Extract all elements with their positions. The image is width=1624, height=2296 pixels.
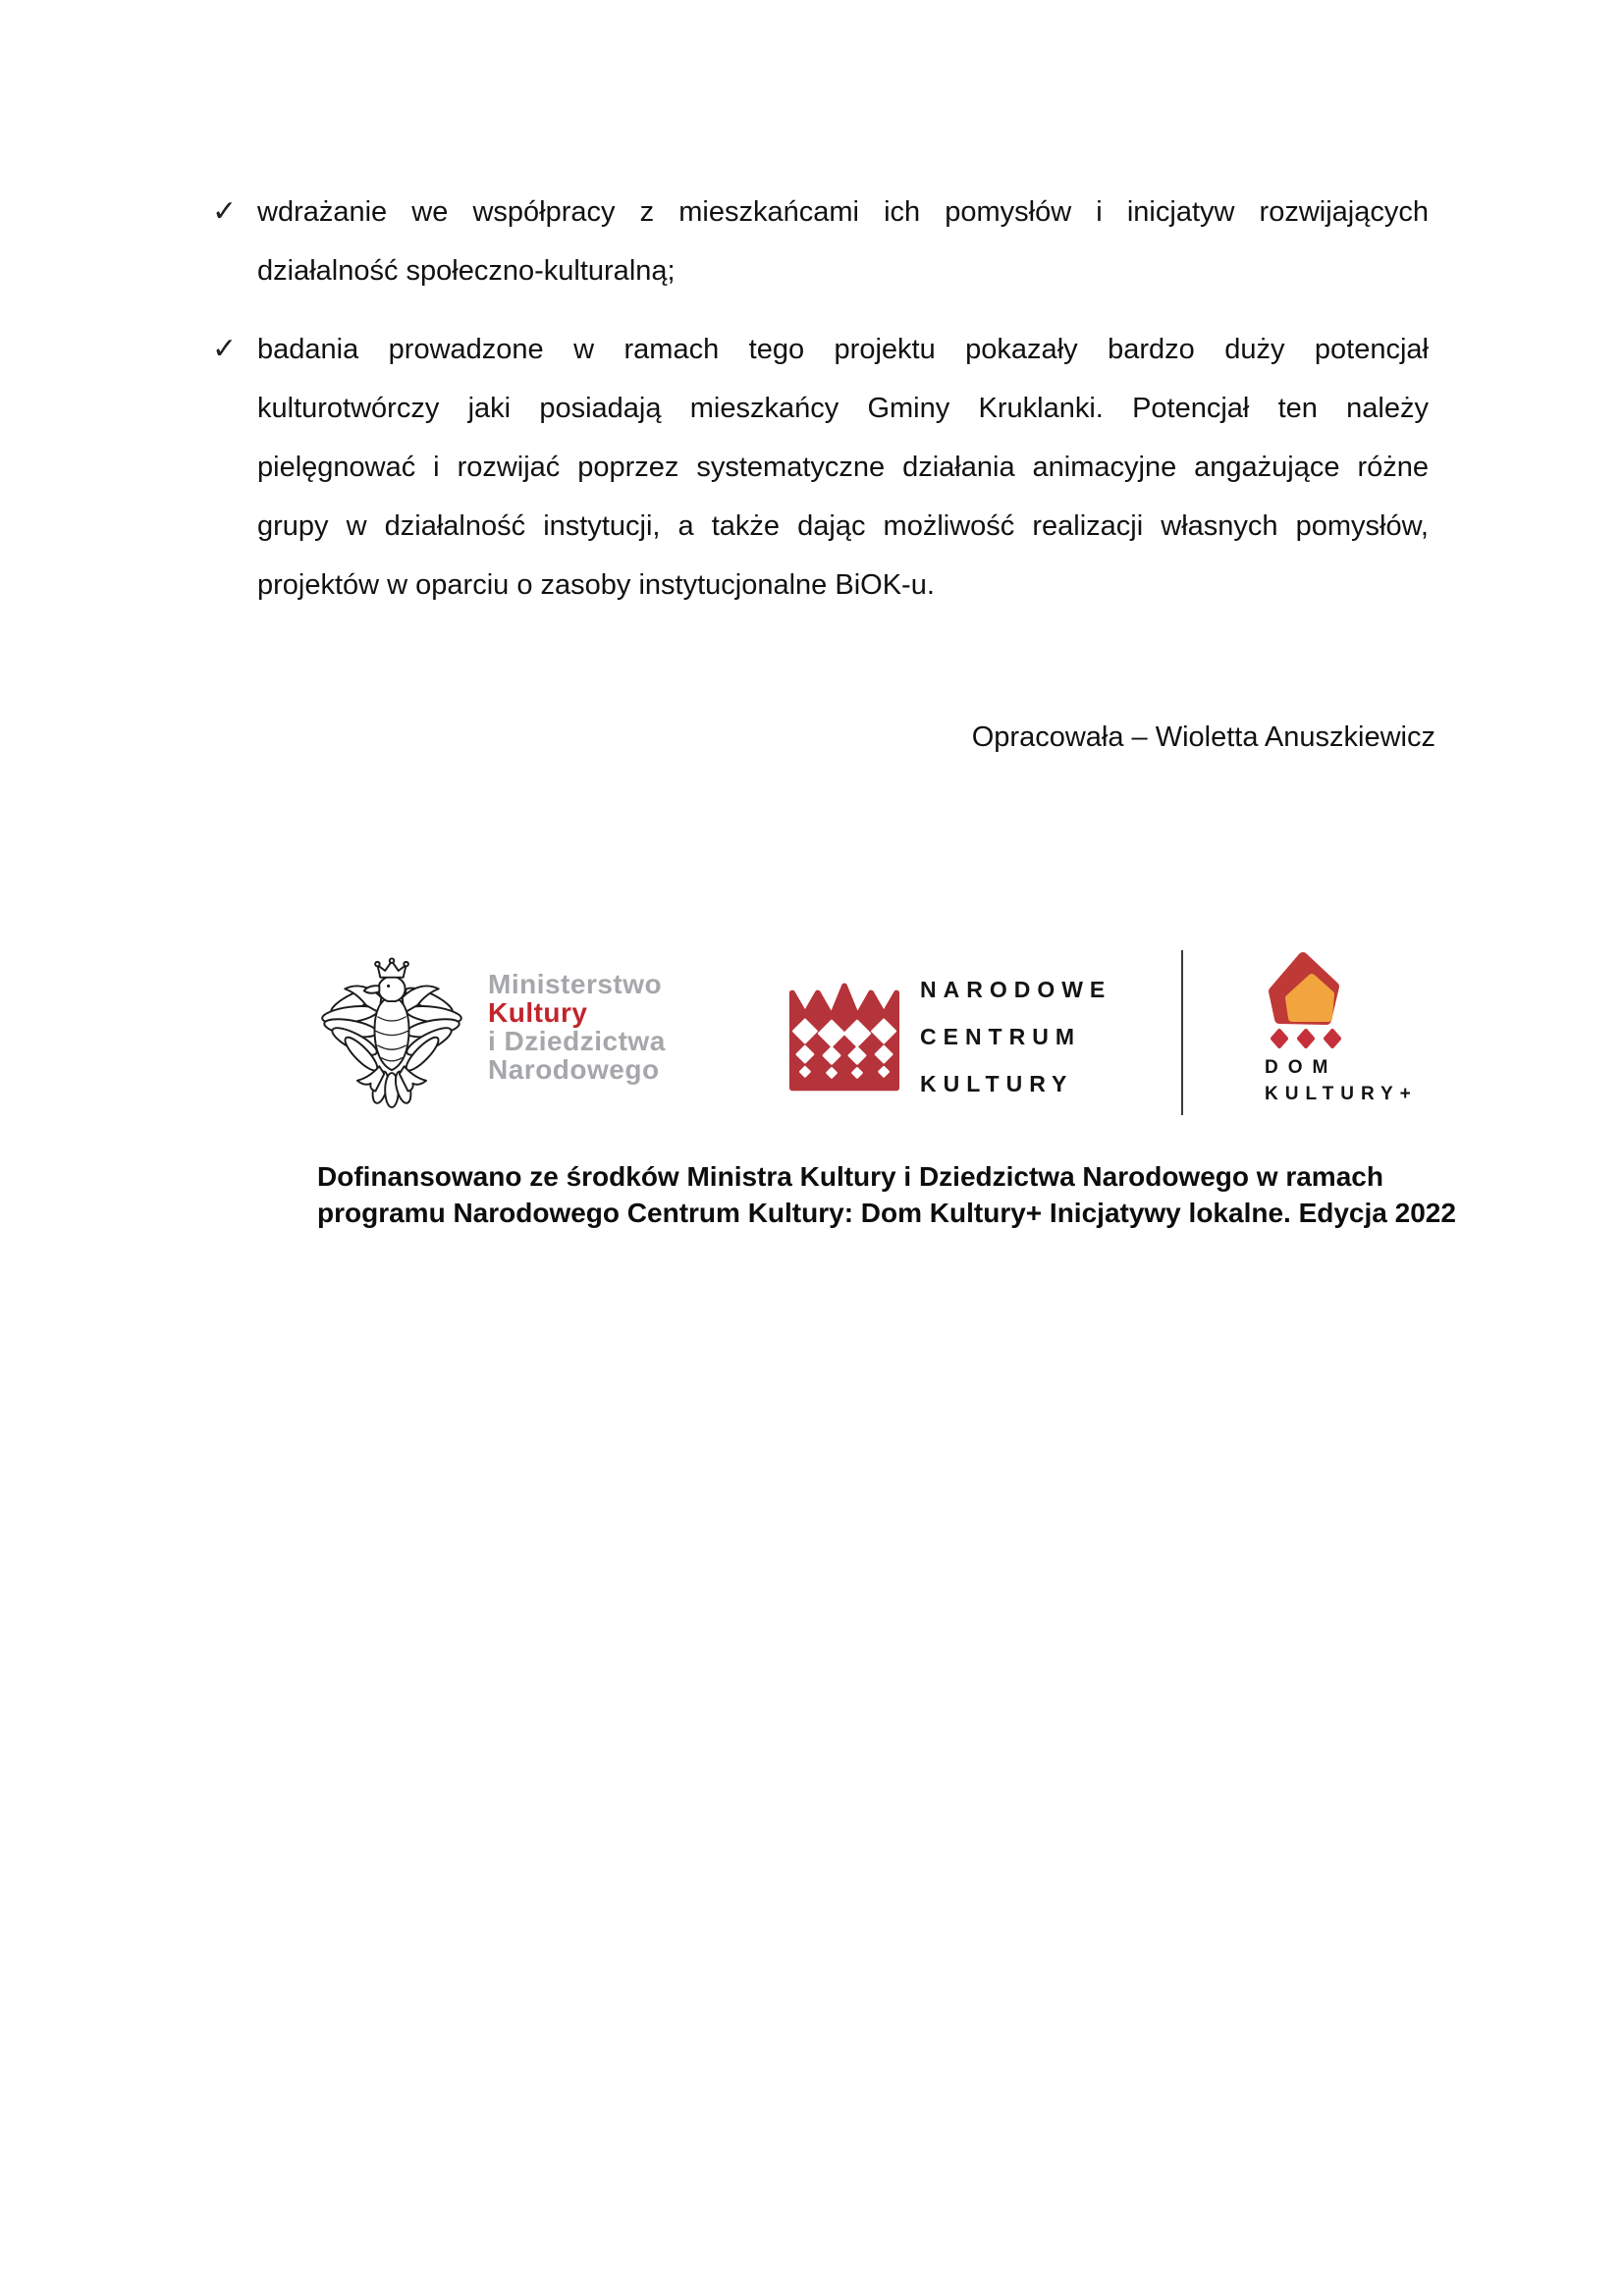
nck-crown-icon: [786, 976, 902, 1094]
bullet-2-line-4: grupy w działalność instytucji, a także dając możliwość realizacji własnych pomysłów,: [257, 510, 1429, 542]
funding-note-line-2: programu Narodowego Centrum Kultury: Dom Kultury+ Inicjatywy lokalne. Edycja 2022: [317, 1198, 1456, 1228]
ministry-line-2: Kultury: [488, 997, 588, 1028]
funding-note-line-1: Dofinansowano ze środków Ministra Kultury i Dziedzictwa Narodowego w ramach: [317, 1161, 1383, 1192]
dk-line-1: DOM: [1265, 1057, 1338, 1078]
checkmark-icon: ✓: [212, 195, 238, 228]
funding-note: [317, 1158, 1476, 1231]
checkmark-icon: ✓: [212, 333, 238, 365]
bullet-2-line-1: badania prowadzone w ramach tego projektu pokazały bardzo duży potencjał: [257, 334, 1429, 365]
nck-line-2: CENTRUM: [920, 1024, 1081, 1049]
bullet-1-line-2: działalność społeczno-kulturalną;: [257, 255, 676, 287]
polish-eagle-icon: [320, 956, 463, 1121]
ministry-wordmark: [488, 970, 666, 1084]
bullet-1-line-1: wdrażanie we współpracy z mieszkańcami ich pomysłów i inicjatyw rozwijających: [257, 196, 1429, 228]
ministry-line-3: i Dziedzictwa: [488, 1026, 666, 1056]
dk-wordmark: [1265, 1054, 1418, 1107]
bullet-item-2: [212, 320, 1429, 614]
bullet-2-line-2: kulturotwórczy jaki posiadają mieszkańcy Gminy Kruklanki. Potencjał ten należy: [257, 393, 1429, 424]
author-attribution: Opracowała – Wioletta Anuszkiewicz: [971, 721, 1435, 753]
logo-divider: [1181, 950, 1183, 1115]
nck-line-3: KULTURY: [920, 1071, 1074, 1096]
bullet-2-line-5: projektów w oparciu o zasoby instytucjonalne BiOK-u.: [257, 569, 935, 601]
ministry-line-4: Narodowego: [488, 1054, 660, 1085]
nck-wordmark: [920, 966, 1111, 1107]
dk-house-icon: [1265, 948, 1347, 1050]
nck-line-1: NARODOWE: [920, 977, 1112, 1002]
dk-line-2: KULTURY+: [1265, 1084, 1418, 1104]
ministry-line-1: Ministerstwo: [488, 969, 663, 999]
bullet-2-line-3: pielęgnować i rozwijać poprzez systematyczne działania animacyjne angażujące różne: [257, 452, 1429, 483]
bullet-item-1: [212, 183, 1429, 300]
